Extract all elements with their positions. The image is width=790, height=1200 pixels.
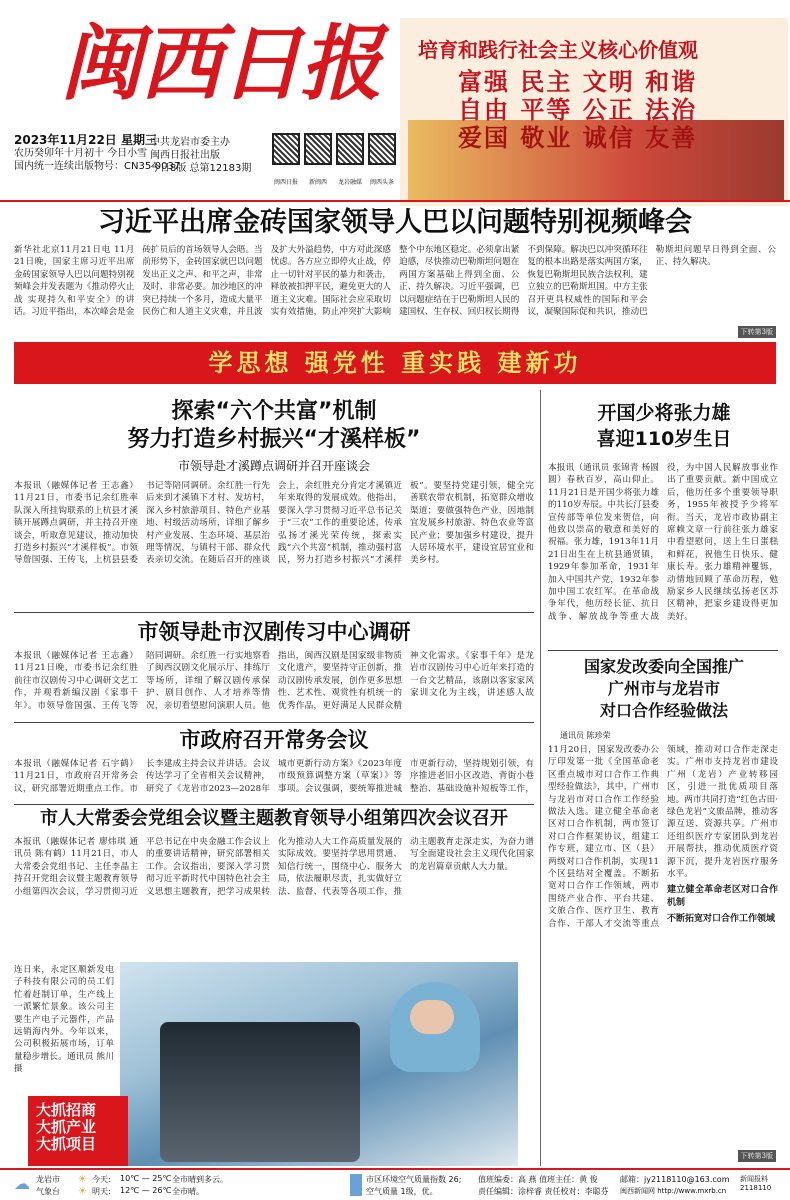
qr-code-icon[interactable] bbox=[368, 133, 396, 165]
weather-cloud-icon: ☁ bbox=[14, 1174, 30, 1193]
story1-title-line2[interactable]: 努力打造乡村振兴“才溪样板” bbox=[127, 427, 421, 452]
today-label: 今天: bbox=[92, 1175, 111, 1184]
story6-title-line2[interactable]: 广州市与龙岩市 bbox=[607, 679, 720, 698]
story3-title[interactable]: 市政府召开常务会议 bbox=[179, 728, 369, 752]
story5-title-line1[interactable]: 开国少将张力雄 bbox=[597, 402, 731, 424]
tomorrow-temp: 12℃ — 26℃ bbox=[120, 1186, 172, 1195]
issue-number: 今日8版 总第12183期 bbox=[150, 163, 252, 174]
slogan-line: 大抓产业 bbox=[36, 1118, 97, 1136]
lunar-date: 农历癸卯年十月初十 今日小雪 bbox=[14, 148, 148, 159]
contact-email[interactable]: 邮箱：jy2118110@163.com bbox=[620, 1175, 730, 1184]
column-divider bbox=[540, 390, 541, 1166]
story6-subhead: 不断拓宽对口合作工作领域 bbox=[667, 914, 776, 925]
website[interactable]: 闽西新闻网 http://www.mxrb.cn bbox=[620, 1187, 727, 1195]
footer bbox=[0, 1168, 790, 1200]
story5-title-line2[interactable]: 喜迎110岁生日 bbox=[596, 428, 732, 450]
issue-date: 2023年11月22日 星期三 bbox=[14, 133, 157, 147]
story1-subtitle: 市领导赴才溪蹲点调研并召开座谈会 bbox=[177, 459, 370, 473]
section-divider bbox=[14, 804, 534, 805]
story6-text: 11月20日，国家发改委办公厅印发第一批《全国革命老区重点城市对口合作工作典型经验做法》，其中，广州市与龙岩市对口合作工作经验做法入选。建立健全革命老区对口合作机制，两市签订对口合作框架协议，组建工作专班，建立市、区（县）两级对口合作机制，实现11个区县结对全覆盖。不断拓宽对口合作工作领域，两市围绕产业合作、平台共建、文旅合作、医疗卫生、教育合作、干部人才交流等重点领域，推动对口合作走深走实。广州市支持龙岩市建设广州（龙岩）产业转移园区，引进一批优质项目落地。两市共同打造“红色古田·绿色龙岩”文旅品牌，推动客源互送、资源共享。广州市还组织医疗专家团队到龙岩开展帮扶，推动优质医疗资源下沉，提升龙岩医疗服务水平。 bbox=[548, 745, 778, 929]
sun-icon: ☀ bbox=[78, 1174, 87, 1185]
story6-body bbox=[548, 744, 778, 1124]
lead-body: 新华社北京11月21日电 11月21日晚，国家主席习近平出席金砖国家领导人巴以问题特别视频峰会并发表题为《推动停火止战 实现持久和平安全》的讲话。习近平指出，本次峰会是金砖扩员后的首场领导人会晤。当前形势下，金砖国家就巴以问题发出正义之声、和平之声，非常及时、非常必要。加沙地区的冲突已持续一个多月，造成大量平民伤亡和人道主义灾难，并且波及扩大外溢趋势，中方对此深感忧虑。各方应立即停火止战，停止一切针对平民的暴力和袭击，释放被扣押平民，避免更大的人道主义灾难。国际社会应采取切实有效措施，防止冲突扩大影响整个中东地区稳定。必须拿出紧迫感，尽快推动巴勒斯坦问题在两国方案基础上得到全面、公正、持久解决。习近平强调，巴以问题症结在于巴勒斯坦人民的建国权、生存权、回归权长期得不到保障。解决巴以冲突循环往复的根本出路是落实两国方案，恢复巴勒斯坦民族合法权利，建立独立的巴勒斯坦国。中方主张召开更具权威性的国际和平会议，凝聚国际促和共识，推动巴勒斯坦问题早日得到全面、公正、持久解决。 bbox=[14, 245, 776, 318]
lead-headline[interactable]: 习近平出席金砖国家领导人巴以问题特别视频峰会 bbox=[98, 207, 692, 238]
story2-body: 本报讯（融媒体记者 王志鑫）11月21日晚，市委书记余红胜前往市汉剧传习中心调研文艺工作，并观看新编汉剧《家事千年》。市领导詹国强、王传飞等陪同调研。余红胜一行实地察看了闽西汉剧文化展示厅、排练厅等场所，详细了解汉剧传承保护、剧目创作、人才培养等情况，亲切看望慰问演职人员。他指出，闽西汉剧是国家级非物质文化遗产，要坚持守正创新，推动汉剧传承发展，创作更多思想性、艺术性、观赏性有机统一的优秀作品，更好满足人民群众精神文化需求。《家事千年》是龙岩市汉剧传习中心近年来打造的一台文艺精品，该剧以客家家风家训文化为主线，讲述感人故 bbox=[14, 651, 534, 711]
section-divider bbox=[14, 722, 534, 723]
slogan-line: 大抓招商 bbox=[36, 1101, 97, 1119]
qr-label: 新闽西 bbox=[308, 179, 327, 186]
weather-city: 龙岩市 bbox=[36, 1175, 60, 1184]
air-quality-level: 空气质量 1级，优。 bbox=[366, 1187, 438, 1196]
qr-code-icon[interactable] bbox=[272, 133, 300, 165]
qr-label: 闽西日报 bbox=[273, 179, 298, 186]
core-values-line: 富强 民主 文明 和谐 bbox=[458, 67, 698, 96]
photo-caption: 连日来，永定区顺新发电子科技有限公司的员工们忙着赶制订单，生产线上一派繁忙景象。该公司主要生产电子元器件，产品远销海内外。今年以来，公司积极拓展市场，订单量稳步增长。通讯员 熊川 摄 bbox=[14, 965, 114, 1075]
air-quality-icon bbox=[350, 1174, 362, 1196]
tomorrow-label: 明天: bbox=[92, 1187, 111, 1196]
publisher: 闽西日报社出版 bbox=[150, 150, 220, 161]
qr-label: 闽西头条 bbox=[369, 179, 394, 186]
newspaper-logo: 闽西日报 bbox=[60, 16, 380, 112]
story6-byline: 通讯员 陈珍荣 bbox=[560, 731, 611, 740]
section-divider bbox=[548, 650, 778, 651]
story5-body: 本报讯（通讯员 张锦青 杨圆圆）春秋百岁，高山仰止。11月21日是开国少将张力雄的110岁寿辰。中共长汀县委宣传部等单位发来贺信，向他致以崇高的敬意和美好的祝福。张力雄，1913年11月21日出生在上杭县通贤镇，1929年参加革命，1931年加入中国共产党，1932年参加中国工农红军。在革命战争年代，他历经长征、抗日战争、解放战争等重大战役，为中国人民解放事业作出了重要贡献。新中国成立后，他历任多个重要领导职务，1955年被授予少将军衔。当天，龙岩市政协副主席赖文章一行前往张力雄家中看望慰问，送上生日蛋糕和鲜花，祝他生日快乐、健康长寿。张力雄精神矍铄，动情地回顾了革命历程，勉励家乡人民继续弘扬老区苏区精神，把家乡建设得更加美好。 bbox=[548, 463, 778, 622]
continued-tag[interactable]: 下转第3版 bbox=[738, 1150, 776, 1162]
continued-tag[interactable]: 下转第3版 bbox=[738, 326, 776, 338]
qr-code-icon[interactable] bbox=[304, 133, 332, 165]
sun-icon: ☀ bbox=[78, 1186, 87, 1197]
publication-number: 国内统一连续出版物号：CN35-0037 bbox=[14, 161, 181, 172]
story4-title[interactable]: 市人大常委会党组会议暨主题教育领导小组第四次会议召开 bbox=[40, 808, 508, 829]
story6-title-line3[interactable]: 对口合作经验做法 bbox=[599, 701, 728, 720]
qr-label: 龙岩融媒 bbox=[337, 179, 362, 186]
story4-body: 本报讯（融媒体记者 廖炜琪 通讯员 陈有鹤）11月21日，市人大常委会党组书记、主任李晶主持召开党组会议暨主题教育领导小组第四次会议，学习贯彻习近平总书记在中央金融工作会议上的重要讲话精神，研究部署相关工作。会议指出，要深入学习贯彻习近平新时代中国特色社会主义思想主题教育，把学习成果转化为推动人大工作高质量发展的实际成效。要坚持学思用贯通、知信行统一，围绕中心、服务大局，依法履职尽责，扎实做好立法、监督、代表等各项工作，推动主题教育走深走实，为奋力谱写全面建设社会主义现代化国家的龙岩篇章贡献人大力量。 bbox=[14, 837, 534, 897]
organizer: 中共龙岩市委主办 bbox=[150, 137, 230, 148]
story3-body: 本报讯（融媒体记者 石宇鹤）11月21日，市政府召开常务会议，研究部署近期重点工作。市长李建成主持会议并讲话。会议传达学习了全省相关会议精神，研究了《龙岩市2023—2028年城市更新行动方案》《2023年度市级预算调整方案（草案）》等事项。会议强调，要统筹推进城市更新行动，坚持规划引领，有序推进老旧小区改造、背街小巷整治、基础设施补短板等工作， bbox=[14, 759, 534, 794]
qr-code-icon[interactable] bbox=[336, 133, 364, 165]
story1-title-line1[interactable]: 探索“六个共富”机制 bbox=[171, 399, 377, 424]
story2-title[interactable]: 市领导赴市汉剧传习中心调研 bbox=[137, 620, 411, 644]
story6-title-line1[interactable]: 国家发改委向全国推广 bbox=[583, 657, 744, 676]
core-values-line: 自由 平等 公正 法治 bbox=[458, 95, 698, 124]
worker-face bbox=[410, 1000, 454, 1034]
masthead bbox=[0, 0, 790, 206]
today-temp: 10℃ — 25℃ bbox=[120, 1174, 172, 1183]
today-sky: 全市晴到多云。 bbox=[172, 1175, 228, 1184]
campaign-banner: 学思想 强党性 重实践 建新功 bbox=[14, 342, 776, 384]
core-values-title: 培育和践行社会主义核心价值观 bbox=[418, 38, 698, 62]
duty-editors: 值班编委：高 燕 值班主任：黄 俊 bbox=[478, 1175, 598, 1184]
slogan-line: 大抓项目 bbox=[36, 1135, 97, 1153]
news-tip-line: 新闻报料 2118110 bbox=[740, 1175, 772, 1192]
tomorrow-sky: 全市晴。 bbox=[172, 1187, 204, 1196]
publisher-info bbox=[150, 136, 270, 175]
qr-codes bbox=[272, 133, 402, 197]
slogan-box bbox=[28, 1096, 128, 1166]
section-divider bbox=[14, 612, 534, 613]
responsible-editors: 责任编辑：涂梓睿 责任校对：李聪芬 bbox=[478, 1187, 609, 1196]
microscope-shape bbox=[160, 1022, 360, 1162]
masthead-divider bbox=[0, 200, 790, 202]
weather-source: 气象台 bbox=[36, 1187, 60, 1196]
story1-body: 本报讯（融媒体记者 王志鑫）11月21日，市委书记余红胜率队深入所挂钩联系的上杭县才溪镇开展蹲点调研，并主持召开座谈会，听取意见建议，推动加快打造乡村振兴“才溪样板”。市领导詹国强、王传飞，上杭县县委书记等陪同调研。余红胜一行先后来到才溪镇下才村、发坊村，深入乡村旅游项目、特色产业基地、村级活动场所，详细了解乡村产业发展、生态环境、基层治理等情况，与镇村干部、群众代表亲切交流。在随后召开的座谈会上，余红胜充分肯定才溪镇近年来取得的发展成效。他指出，要深入学习贯彻习近平总书记关于“三农”工作的重要论述，传承弘扬才溪光荣传统，探索实践“六个共富”机制，推动强村富民，努力打造乡村振兴“才溪样板”。要坚持党建引领，健全完善联农带农机制，拓宽群众增收渠道；要做强特色产业，因地制宜发展乡村旅游、特色农业等富民产业；要加强乡村建设，提升人居环境水平，建设宜居宜业和美乡村。 bbox=[14, 481, 534, 566]
story6-subhead: 建立健全革命老区对口合作机制 bbox=[667, 885, 778, 908]
core-values-line: 爱国 敬业 诚信 友善 bbox=[458, 123, 698, 152]
air-quality-index: 市区环境空气质量指数 26; bbox=[366, 1175, 462, 1184]
factory-worker-photo[interactable] bbox=[120, 962, 518, 1166]
